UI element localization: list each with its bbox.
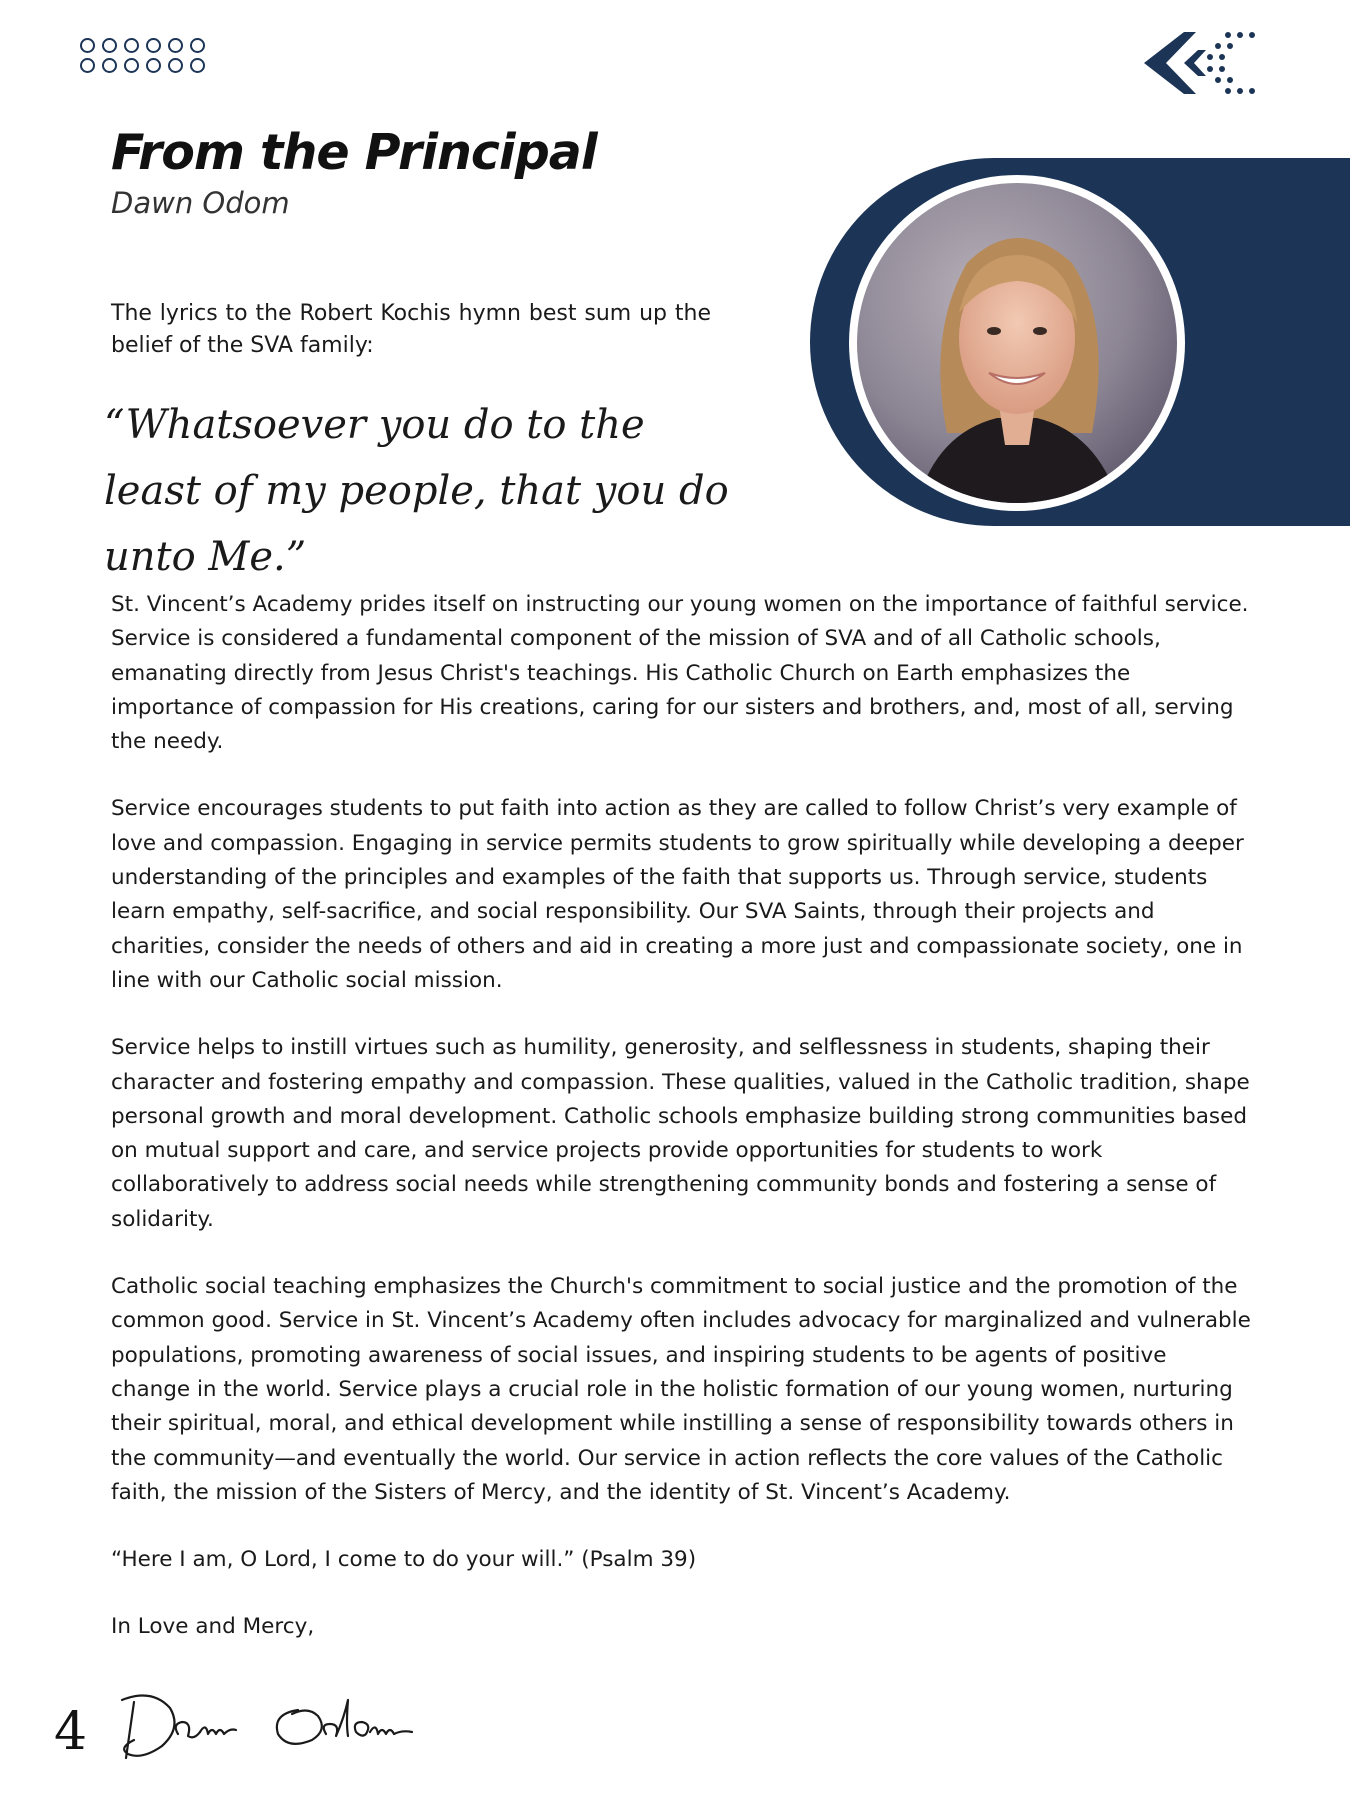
author-name: Dawn Odom (111, 186, 290, 220)
dot-grid-icon (80, 38, 205, 78)
letter-body (111, 588, 1251, 1680)
page-number: 4 (54, 1702, 88, 1762)
page-title: From the Principal (111, 124, 597, 181)
intro-text: The lyrics to the Robert Kochis hymn best sum up the belief of the SVA family: (111, 301, 711, 358)
paragraph-social-teaching: Catholic social teaching emphasizes the Church's commitment to social justice and the promotion of the common good. Service in St. Vincent’s Academy often includes advocacy for marginalized and vulnerable populations, promoting awareness of social issues, and inspiring students to be agents of positive change in the world. Service plays a crucial role in the holistic formation of our young women, nurturing their spiritual, moral, and ethical development while instilling a sense of responsibility towards others in the community—and eventually the world. Our service in action reflects the core values of the Catholic faith, the mission of the Sisters of Mercy, and the identity of St. Vincent’s Academy. (111, 1274, 1251, 1505)
handwritten-signature-icon (112, 1680, 442, 1770)
principal-portrait (857, 183, 1177, 503)
paragraph-virtues: Service helps to instill virtues such as humility, generosity, and selflessness in students, shaping their character and fostering empathy and compassion. These qualities, valued in the Catholic tradition, shape personal growth and moral development. Catholic schools emphasize building strong communities based on mutual support and care, and service projects provide opportunities for students to work collaboratively to address social needs while strengthening community bonds and fostering a sense of solidarity. (111, 1035, 1250, 1232)
paragraph-service-mission: St. Vincent’s Academy prides itself on instructing our young women on the importance of faithful service. Service is considered a fundamental component of the mission of SVA and of all Catholic schools, emanating directly from Jesus Christ's teachings. His Catholic Church on Earth emphasizes the importance of compassion for His creations, caring for our sisters and brothers, and, most of all, serving the needy. (111, 592, 1249, 755)
paragraph-faith-in-action: Service encourages students to put faith into action as they are called to follow Christ’s very example of love and compassion. Engaging in service permits students to grow spiritually while developing a deeper understanding of the principles and examples of the faith that supports us. Through service, students learn empathy, self-sacrifice, and social responsibility. Our SVA Saints, through their projects and charities, consider the needs of others and aid in creating a more just and compassionate society, one in line with our Catholic social mission. (111, 796, 1244, 993)
closing-line: In Love and Mercy, (111, 1614, 315, 1640)
psalm-quote: “Here I am, O Lord, I come to do your will.” (Psalm 39) (111, 1547, 697, 1573)
hymn-quote: “Whatsoever you do to the least of my people, that you do unto Me.” (104, 402, 729, 580)
chevron-dots-logo-icon (1140, 28, 1260, 98)
